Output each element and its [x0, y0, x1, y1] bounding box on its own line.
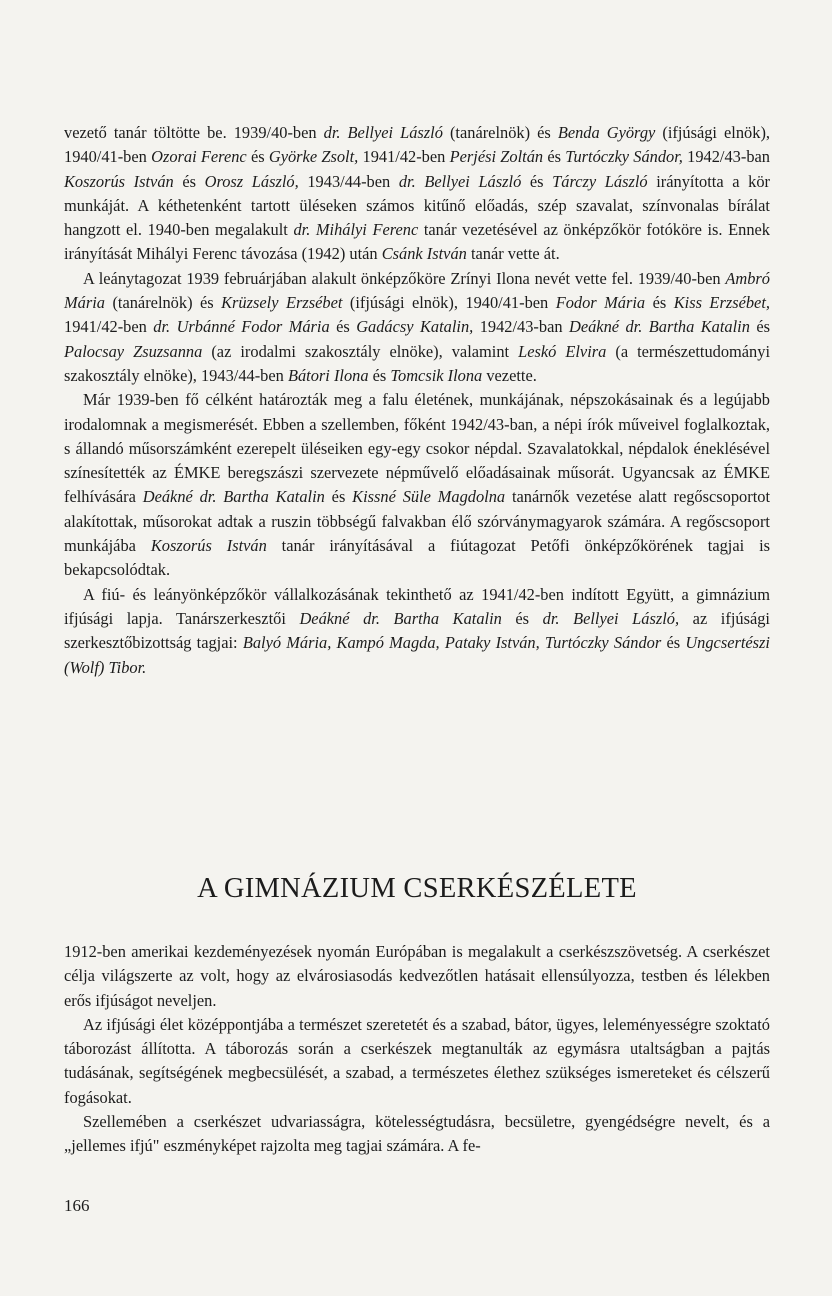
italic-name-run: Ambró Mária — [64, 268, 770, 313]
text-run: az ifjúsági szerkesztőbizottság tagjai: — [64, 608, 770, 653]
italic-name-run: Kiss Erzsébet, — [673, 293, 770, 313]
paragraph — [64, 940, 770, 1013]
italic-name-run: Ungcsertészi (Wolf) Tibor. — [64, 633, 770, 677]
text-run: és — [645, 293, 674, 313]
italic-name-run: Turtóczky Sándor, — [565, 147, 683, 167]
text-run: (ifjúsági elnök), 1940/41-ben — [342, 293, 556, 313]
italic-name-run: Deákné dr. Bartha Katalin — [299, 608, 502, 628]
text-run: és — [246, 147, 269, 167]
paragraph — [64, 583, 770, 680]
italic-name-run: Koszorús István — [150, 536, 267, 556]
text-run: irányította a kör munkáját. A kéthetenként tartott üléseken számos kitűnő előadás, szép szavalat, színvonalas bírálat hangzott el. 1940-ben megalakult — [64, 171, 770, 240]
text-run: és — [324, 487, 353, 507]
text-run: és — [173, 171, 205, 191]
italic-name-run: dr. Bellyei László — [398, 171, 522, 191]
text-run: 1912-ben amerikai kezdeményezések nyomán Európában is megalakult a cserkészszövetség. A cserkészet célja világszerte az volt, hogy az elvárosiasodás kedvezőtlen hatásait ellensúlyozza, testben és lélekben erős ifjúságot neveljen. — [64, 942, 770, 1010]
section-heading: A GIMNÁZIUM CSERKÉSZÉLETE — [197, 873, 637, 904]
paragraph — [64, 1013, 770, 1110]
text-run: vezette. — [482, 365, 537, 385]
italic-name-run: Deákné dr. Bartha Katalin — [568, 317, 750, 337]
italic-name-run: Tárczy László — [552, 171, 648, 191]
self-education-circle-section — [64, 121, 770, 680]
text-run: (ifjúsági elnök), 1940/41-ben — [64, 123, 771, 167]
text-run: Már 1939-ben fő célként határozták meg a falu életének, munkájának, népszokásainak és a legújabb irodalomnak a megismerését. Ebben a szellemben, főként 1942/43-ban, a népi írók műveivel foglalkoztak, s állandó műsorszámként ezerepelt üléseiken egy-egy csokor népdal. Szavalatokkal, népdalok éneklésével színesítették az ÉMKE beregszászi szervezete népművelő előadásainak műsorát. Ugyancsak az ÉMKE felhívására — [64, 390, 770, 507]
italic-name-run: Fodor Mária — [555, 293, 646, 313]
text-run: (tanárelnök) és — [104, 293, 222, 313]
italic-name-run: Orosz László, — [204, 171, 299, 191]
italic-name-run: Ozorai Ferenc — [151, 147, 247, 167]
italic-name-run: Perjési Zoltán — [449, 147, 544, 167]
italic-name-run: dr. Bellyei László — [323, 123, 443, 142]
paragraph — [64, 121, 770, 267]
text-run: A fiú- és leányönképzőkör vállalkozásának tekinthető az 1941/42-ben indított Együtt, a gimnázium ifjúsági lapja. Tanárszerkesztői — [64, 584, 770, 628]
italic-name-run: Balyó Mária, Kampó Magda, Pataky István, Turtóczky Sándor — [242, 633, 662, 653]
paragraph — [64, 388, 770, 582]
text-run: Szellemében a cserkészet udvariasságra, kötelességtudásra, becsületre, gyengédségre nevelt, és a „jellemes ifjú" eszményképet rajzolta meg tagjai számára. A fe- — [64, 1112, 770, 1156]
italic-name-run: dr. Bellyei László, — [542, 608, 680, 628]
scouting-section — [64, 940, 770, 1159]
text-run: vezető tanár töltötte be. 1939/40-ben — [64, 123, 324, 142]
italic-name-run: Benda György — [557, 123, 656, 142]
document-page — [64, 0, 770, 1296]
paragraph — [64, 267, 770, 388]
italic-name-run: Palocsay Zsuzsanna — [64, 341, 203, 361]
italic-name-run: Bátori Ilona — [287, 365, 369, 385]
text-run: és — [501, 608, 543, 628]
text-run: (az irodalmi szakosztály elnöke), valamint — [202, 341, 519, 361]
text-run: és — [543, 147, 566, 167]
text-run: Az ifjúsági élet középpontjába a természet szeretetét és a szabad, bátor, ügyes, leleményességre szoktató táborozást állította. A táborozás során a cserkészek megtanulták az egymásra utaltságban a pajtás tudásának, segítségének megbecsülését, a szabad, a természetes élethez szükséges ismereteket és célszerű fogásokat. — [64, 1014, 770, 1107]
text-run: és — [329, 317, 357, 337]
text-run: (tanárelnök) és — [442, 123, 558, 142]
text-run: 1943/44-ben — [298, 171, 399, 191]
italic-name-run: Gadácsy Katalin, — [356, 317, 474, 337]
text-run: tanár irányításával a fiútagozat Petőfi önképzőkörének tagjai is bekapcsolódtak. — [64, 536, 771, 580]
italic-name-run: Leskó Elvira — [518, 341, 607, 361]
italic-name-run: Krüzsely Erzsébet — [221, 293, 343, 313]
text-run: tanár vezetésével az önképzőkör fotóköre is. Ennek irányítását Mihályi Ferenc távozása (1942) után — [64, 220, 770, 264]
text-run: és — [749, 317, 770, 337]
text-run: A leánytagozat 1939 februárjában alakult önképzőköre Zrínyi Ilona nevét vette fel. 1939/40-ben — [83, 268, 726, 288]
italic-name-run: Deákné dr. Bartha Katalin — [142, 487, 325, 507]
text-run: (a természettudományi szakosztály elnöke), 1943/44-ben — [64, 341, 771, 385]
text-run: 1941/42-ben — [358, 147, 450, 167]
text-run: és — [661, 633, 686, 653]
italic-name-run: dr. Urbánné Fodor Mária — [153, 317, 330, 337]
italic-name-run: Koszorús István — [64, 171, 174, 191]
text-run: 1941/42-ben — [64, 317, 154, 337]
italic-name-run: Györke Zsolt, — [268, 147, 359, 167]
text-run: 1942/43-ban — [682, 147, 770, 167]
text-run: és — [368, 365, 391, 385]
text-run: 1942/43-ban — [473, 317, 569, 337]
text-run: tanár vette át. — [466, 244, 560, 264]
text-run: tanárnők vezetése alatt regőscsoportot alakítottak, műsorokat adtak a ruszin többségű falvakban élő szórványmagyarok számára. A regőscsoport munkájába — [64, 487, 770, 556]
text-run: és — [521, 171, 553, 191]
italic-name-run: dr. Mihályi Ferenc — [293, 220, 419, 240]
italic-name-run: Tomcsik Ilona — [390, 365, 483, 385]
paragraph — [64, 1110, 770, 1159]
italic-name-run: Kissné Süle Magdolna — [352, 487, 506, 507]
page-number: 166 — [64, 1196, 90, 1215]
italic-name-run: Csánk István — [381, 244, 467, 264]
